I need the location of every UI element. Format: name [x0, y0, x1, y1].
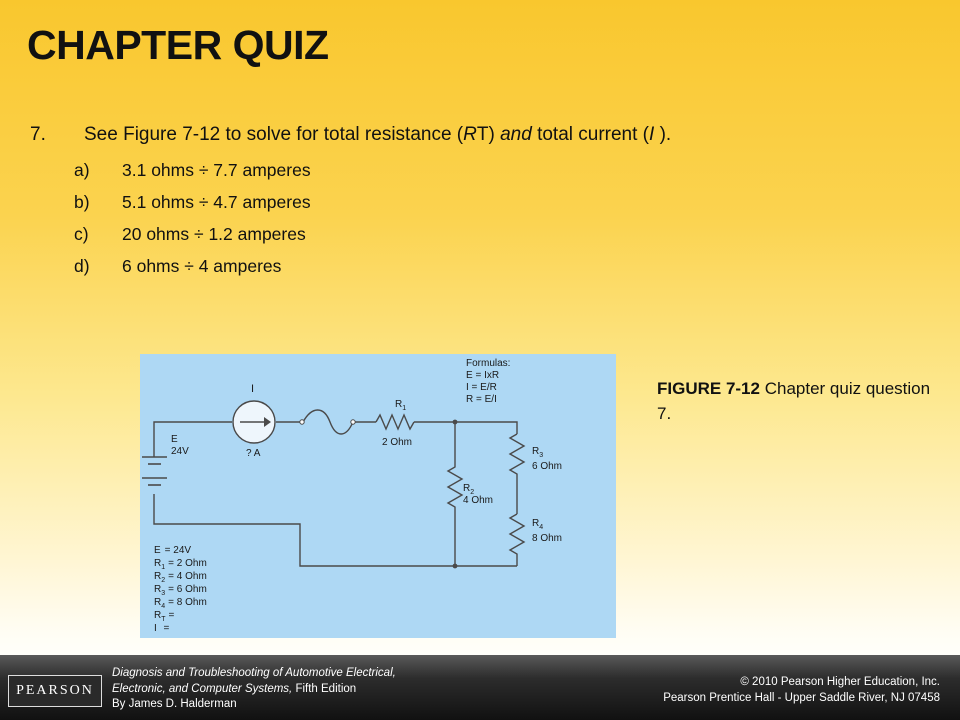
question-part: See Figure 7-12 to solve for total resistance (: [84, 124, 464, 145]
figure-caption: [657, 376, 937, 426]
given-value-row: $R_T$ =: [154, 610, 175, 623]
r2-label: $R_2$: [463, 483, 475, 496]
formulas-box: [466, 358, 510, 405]
caption-text: Chapter quiz question 7.: [657, 379, 931, 423]
choice-text: 6 ohms ÷ 4 amperes: [122, 256, 282, 276]
battery-label: E: [171, 434, 178, 445]
given-values-list: [154, 545, 207, 634]
r4-label: $R_4$: [532, 518, 544, 531]
junction-dots: [300, 420, 458, 569]
book-author: By James D. Halderman: [112, 698, 237, 710]
answer-choice-a: [74, 160, 311, 192]
footer-bar: [0, 655, 960, 720]
r3-value: 6 Ohm: [532, 461, 563, 472]
book-title-line1: Diagnosis and Troubleshooting of Automotive Electrical,: [112, 667, 396, 679]
caption-label: FIGURE 7-12: [657, 379, 760, 398]
question-part: ).: [654, 124, 672, 145]
given-value-row: $R_2 = 4$ Ohm: [154, 571, 207, 584]
r1-resistor: [376, 415, 414, 429]
slide-title: CHAPTER QUIZ: [27, 22, 329, 68]
question-part-italic: and: [500, 124, 532, 145]
r2-resistor: [448, 422, 462, 566]
choice-letter: c): [74, 224, 89, 244]
r4-value: 8 Ohm: [532, 533, 563, 544]
r3-resistor: [510, 434, 524, 514]
question-part: total current (: [531, 124, 650, 145]
question-part-italic: I: [649, 124, 655, 145]
copyright-line2: Pearson Prentice Hall - Upper Saddle River, NJ 07458: [663, 692, 940, 704]
question-number: 7.: [30, 124, 46, 145]
circuit-diagram: [140, 354, 616, 638]
given-value-row: I =: [154, 623, 170, 634]
formulas-title: Formulas:: [466, 358, 511, 369]
question-part: T): [476, 124, 501, 145]
given-value-row: $R_4 = 8$ Ohm: [154, 597, 207, 610]
r1-value: 2 Ohm: [382, 437, 413, 448]
answer-choice-c: [74, 224, 311, 256]
r2-value: 4 Ohm: [463, 495, 494, 506]
choice-text: 3.1 ohms ÷ 7.7 amperes: [122, 160, 311, 180]
choice-letter: d): [74, 256, 90, 276]
answer-choice-b: [74, 192, 311, 224]
choice-letter: a): [74, 160, 90, 180]
book-credit: [112, 666, 396, 713]
choice-letter: b): [74, 192, 90, 212]
r1-label: $R_1$: [395, 399, 407, 412]
answer-choice-d: [74, 256, 311, 288]
formula-line: I = E/R: [466, 382, 497, 393]
ammeter-label: I: [251, 383, 255, 395]
r3-label: $R_3$: [532, 446, 544, 459]
given-value-row: E = 24V: [154, 545, 192, 556]
battery-voltage: 24V: [171, 446, 189, 457]
formula-line: E = IxR: [466, 370, 500, 381]
ammeter-value: ? A: [246, 448, 261, 459]
question-text: [30, 124, 671, 146]
ammeter-symbol: [233, 401, 275, 443]
question-part-italic: R: [463, 124, 477, 145]
choice-text: 5.1 ohms ÷ 4.7 amperes: [122, 192, 311, 212]
fuse-symbol: [303, 410, 353, 434]
copyright-notice: [663, 674, 940, 706]
given-value-row: $R_1 = 2$ Ohm: [154, 558, 207, 571]
pearson-logo: PEARSON: [8, 675, 102, 707]
battery-symbol: [142, 457, 167, 485]
copyright-line1: © 2010 Pearson Higher Education, Inc.: [740, 676, 940, 688]
given-value-row: $R_3 = 6$ Ohm: [154, 584, 207, 597]
answer-choices: [74, 160, 311, 288]
formula-line: R = E/I: [466, 394, 497, 405]
r4-resistor: [510, 514, 524, 566]
book-edition: Fifth Edition: [292, 682, 357, 695]
circuit-figure: [140, 354, 616, 638]
book-title-line2: Electronic, and Computer Systems,: [112, 682, 293, 695]
choice-text: 20 ohms ÷ 1.2 amperes: [122, 224, 306, 244]
